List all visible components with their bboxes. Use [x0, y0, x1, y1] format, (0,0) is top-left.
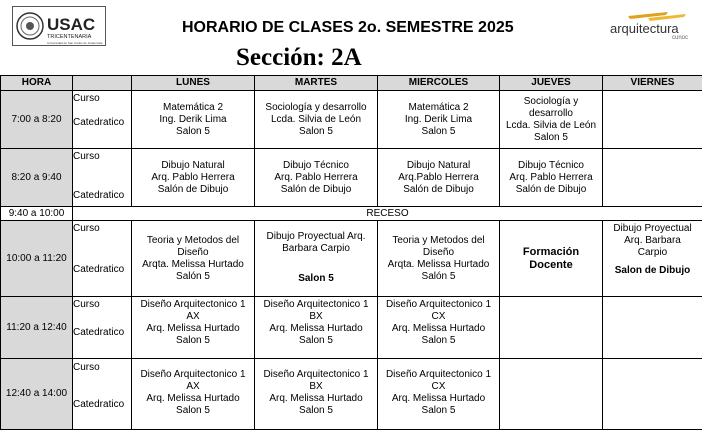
time-cell: 12:40 a 14:00 [1, 359, 73, 430]
class-slot [378, 359, 500, 430]
header-row [1, 76, 702, 91]
slot-line: Salón de Dibujo [157, 183, 229, 195]
class-slot-empty [603, 91, 702, 149]
slot-line: Arq. Melissa Hurtado [391, 393, 486, 404]
slot-line: desarrollo [529, 107, 573, 119]
class-slot [255, 149, 378, 207]
slot-line: Dibujo Natural [161, 159, 225, 171]
table-row [1, 359, 702, 430]
slot-line: Salon 5 [176, 405, 210, 416]
class-slot [500, 221, 603, 297]
role-cell [73, 221, 132, 297]
arquitectura-logo [608, 8, 700, 40]
recess-row [1, 207, 702, 221]
class-slot [378, 221, 500, 297]
role-catedratico: Catedratico [73, 399, 125, 410]
slot-line: Arq. Pablo Herrera [274, 171, 358, 183]
slot-line: Matemática 2 [162, 101, 224, 113]
slot-line: Diseño Arquitectonico 1 [385, 369, 492, 380]
slot-line: Salon 5 [176, 125, 210, 137]
slot-line: Diseño Arquitectonico 1 [263, 369, 369, 380]
table-row [1, 149, 702, 207]
role-cell [73, 149, 132, 207]
slot-line: AX [186, 381, 200, 392]
slot-line: Salon 5 [176, 335, 210, 346]
slot-line: Arq. Melissa Hurtado [269, 393, 363, 404]
arq-logo-text: arquitectura [610, 21, 679, 36]
table-row [1, 221, 702, 297]
col-header-miercoles: MIERCOLES [378, 76, 500, 91]
recess-time: 9:40 a 10:00 [1, 207, 73, 221]
slot-line: Matemática 2 [408, 101, 469, 113]
slot-line: Salon 5 [299, 335, 333, 346]
class-slot [500, 149, 603, 207]
col-header-role [73, 76, 132, 91]
slot-line: Arq. Melissa Hurtado [269, 323, 363, 334]
arq-logo-sub: cunoc [672, 35, 689, 40]
usac-logo-caption: Universidad de San Carlos de Guatemala [47, 41, 103, 45]
slot-line: BX [309, 311, 323, 322]
slot-line: Salon 5 [299, 125, 333, 137]
slot-line: Sociología y [523, 95, 579, 107]
slot-line: Diseño Arquitectonico 1 [385, 299, 492, 310]
slot-line: Salon 5 [534, 131, 568, 143]
slot-line: Formación [522, 245, 580, 258]
class-slot [500, 91, 603, 149]
class-slot [132, 297, 255, 359]
slot-line: Salon 5 [421, 125, 456, 137]
class-slot [378, 91, 500, 149]
slot-line: Arq. Pablo Herrera [151, 171, 235, 183]
role-curso: Curso [73, 362, 100, 373]
slot-line: Salón de Dibujo [515, 183, 587, 195]
slot-line: Dibujo Natural [406, 159, 471, 171]
role-catedratico: Catedratico [73, 117, 125, 128]
page-header [0, 0, 702, 74]
role-catedratico: Catedratico [73, 327, 125, 338]
slot-line: Arq.Pablo Herrera [398, 171, 479, 183]
col-header-viernes: VIERNES [603, 76, 702, 91]
slot-line: Arq. Pablo Herrera [509, 171, 593, 183]
slot-line: Diseño [177, 246, 209, 258]
slot-line: Salon 5 [299, 405, 333, 416]
slot-line: Dibujo Técnico [283, 159, 349, 171]
class-slot-empty [603, 297, 702, 359]
recess-label: RECESO [73, 207, 702, 221]
role-catedratico: Catedratico [73, 190, 125, 201]
slot-line: Dibujo Técnico [518, 159, 584, 171]
class-slot [255, 91, 378, 149]
role-cell [73, 91, 132, 149]
slot-line: Arq. Melissa Hurtado [146, 323, 240, 334]
table-row [1, 91, 702, 149]
col-header-lunes: LUNES [132, 76, 255, 91]
time-cell: 8:20 a 9:40 [1, 149, 73, 207]
slot-line: Arq. Barbara [624, 235, 681, 246]
section-label: Sección: 2A [236, 44, 362, 71]
class-slot [378, 149, 500, 207]
class-slot [255, 359, 378, 430]
role-cell [73, 359, 132, 430]
slot-line: Salón 5 [421, 270, 456, 282]
slot-line: AX [186, 311, 200, 322]
slot-line: Dibujo Proyectual [613, 223, 692, 234]
role-catedratico: Catedratico [73, 264, 125, 275]
slot-line: Sociología y desarrollo [265, 101, 367, 113]
slot-line: Diseño Arquitectonico 1 [263, 299, 369, 310]
class-slot [255, 297, 378, 359]
role-curso: Curso [73, 151, 100, 162]
table-row [1, 297, 702, 359]
role-curso: Curso [73, 93, 100, 104]
role-curso: Curso [73, 223, 100, 234]
slot-line: Arq. Melissa Hurtado [146, 393, 240, 404]
slot-line: Ing. Derik Lima [159, 113, 227, 125]
slot-line: Dibujo Proyectual Arq. [266, 231, 366, 242]
slot-line: Lcda. Silvia de León [270, 113, 362, 125]
class-slot [132, 221, 255, 297]
slot-line: Carpio [637, 247, 668, 258]
class-slot-empty [603, 149, 702, 207]
slot-line: Arq. Melissa Hurtado [391, 323, 486, 334]
slot-line: Salón 5 [176, 270, 210, 282]
slot-line: Ing. Derik Lima [404, 113, 473, 125]
class-slot [378, 297, 500, 359]
usac-logo-text: USAC [47, 15, 96, 34]
col-header-martes: MARTES [255, 76, 378, 91]
col-header-jueves: JUEVES [500, 76, 603, 91]
slot-line: Docente [529, 258, 573, 271]
page-title: HORARIO DE CLASES 2o. SEMESTRE 2025 [182, 19, 514, 36]
time-cell: 11:20 a 12:40 [1, 297, 73, 359]
time-cell: 7:00 a 8:20 [1, 91, 73, 149]
time-cell: 10:00 a 11:20 [1, 221, 73, 297]
class-slot [132, 359, 255, 430]
slot-line: Diseño [422, 246, 455, 258]
class-slot [255, 221, 378, 297]
slot-line: Arqta. Melissa Hurtado [387, 258, 490, 270]
slot-line: Salón de Dibujo [280, 183, 352, 195]
slot-line: Salón de Dibujo [403, 183, 474, 195]
slot-line [255, 255, 377, 267]
slot-line: Diseño Arquitectonico 1 [140, 299, 246, 310]
class-slot-empty [603, 359, 702, 430]
slot-line: Arqta. Melissa Hurtado [142, 258, 244, 270]
slot-line: Teoria y Metodos del [146, 234, 240, 246]
slot-line: Diseño Arquitectonico 1 [140, 369, 246, 380]
class-slot-empty [500, 359, 603, 430]
role-cell [73, 297, 132, 359]
slot-line: Salon 5 [421, 405, 456, 416]
slot-line: CX [431, 311, 446, 322]
slot-line: BX [309, 381, 323, 392]
usac-logo-sub: TRICENTENARIA [47, 34, 92, 40]
class-slot-empty [500, 297, 603, 359]
slot-line: Teoria y Metodos del [392, 234, 485, 246]
slot-line: CX [431, 381, 446, 392]
role-curso: Curso [73, 299, 100, 310]
slot-line: Salon de Dibujo [614, 265, 691, 276]
slot-line: Barbara Carpio [282, 243, 350, 254]
col-header-hora: HORA [1, 76, 73, 91]
usac-logo [12, 6, 106, 46]
slot-line: Salon 5 [298, 273, 334, 284]
slot-line: Salon 5 [421, 335, 456, 346]
class-slot [132, 91, 255, 149]
class-slot [132, 149, 255, 207]
class-slot [603, 221, 702, 297]
schedule-table [0, 75, 702, 430]
slot-line: Lcda. Silvia de León [505, 119, 597, 131]
